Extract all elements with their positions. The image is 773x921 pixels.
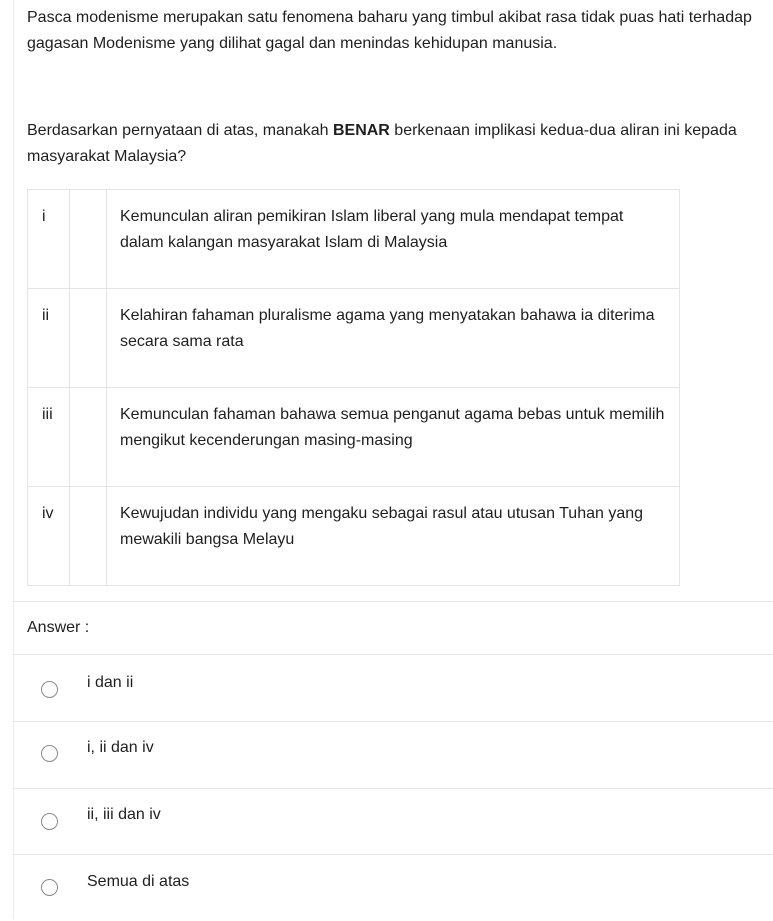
divider <box>14 601 773 602</box>
option-label: i dan ii <box>87 674 134 691</box>
answer-option[interactable] <box>14 722 773 788</box>
statement-number: iii <box>28 388 70 487</box>
statement-row <box>28 487 680 586</box>
radio-button-icon[interactable] <box>41 681 58 698</box>
statement-text: Kemunculan fahaman bahawa semua penganut agama bebas untuk memilih mengikut kecenderungan masing-masing <box>107 388 680 487</box>
passage-text: Pasca modenisme merupakan satu fenomena baharu yang timbul akibat rasa tidak puas hati terhadap gagasan Modenisme yang dilihat gagal dan menindas kehidupan manusia. <box>27 9 752 52</box>
statement-spacer <box>70 289 107 388</box>
statement-row <box>28 190 680 289</box>
statement-spacer <box>70 190 107 289</box>
statement-text: Kelahiran fahaman pluralisme agama yang menyatakan bahawa ia diterima secara sama rata <box>107 289 680 388</box>
statement-number: iv <box>28 487 70 586</box>
option-label: i, ii dan iv <box>87 739 154 756</box>
statement-number: ii <box>28 289 70 388</box>
statements-table <box>27 189 680 586</box>
statement-text: Kewujudan individu yang mengaku sebagai rasul atau utusan Tuhan yang mewakili bangsa Melayu <box>107 487 680 586</box>
statement-row <box>28 388 680 487</box>
question-after: berkenaan implikasi kedua-dua aliran ini kepada masyarakat Malaysia? <box>27 122 737 165</box>
answer-label: Answer : <box>27 619 90 636</box>
statement-text: Kemunculan aliran pemikiran Islam liberal yang mula mendapat tempat dalam kalangan masyarakat Islam di Malaysia <box>107 190 680 289</box>
statement-number: i <box>28 190 70 289</box>
answer-option[interactable] <box>14 855 773 921</box>
statement-spacer <box>70 388 107 487</box>
option-label: Semua di atas <box>87 873 190 890</box>
radio-button-icon[interactable] <box>41 745 58 762</box>
statement-row <box>28 289 680 388</box>
radio-button-icon[interactable] <box>41 879 58 896</box>
option-label: ii, iii dan iv <box>87 806 161 823</box>
answer-option[interactable] <box>14 655 773 721</box>
answer-option[interactable] <box>14 789 773 855</box>
question-before: Berdasarkan pernyataan di atas, manakah <box>27 122 333 139</box>
statement-spacer <box>70 487 107 586</box>
question-text <box>27 118 773 170</box>
question-emphasis: BENAR <box>332 122 390 139</box>
radio-button-icon[interactable] <box>41 813 58 830</box>
